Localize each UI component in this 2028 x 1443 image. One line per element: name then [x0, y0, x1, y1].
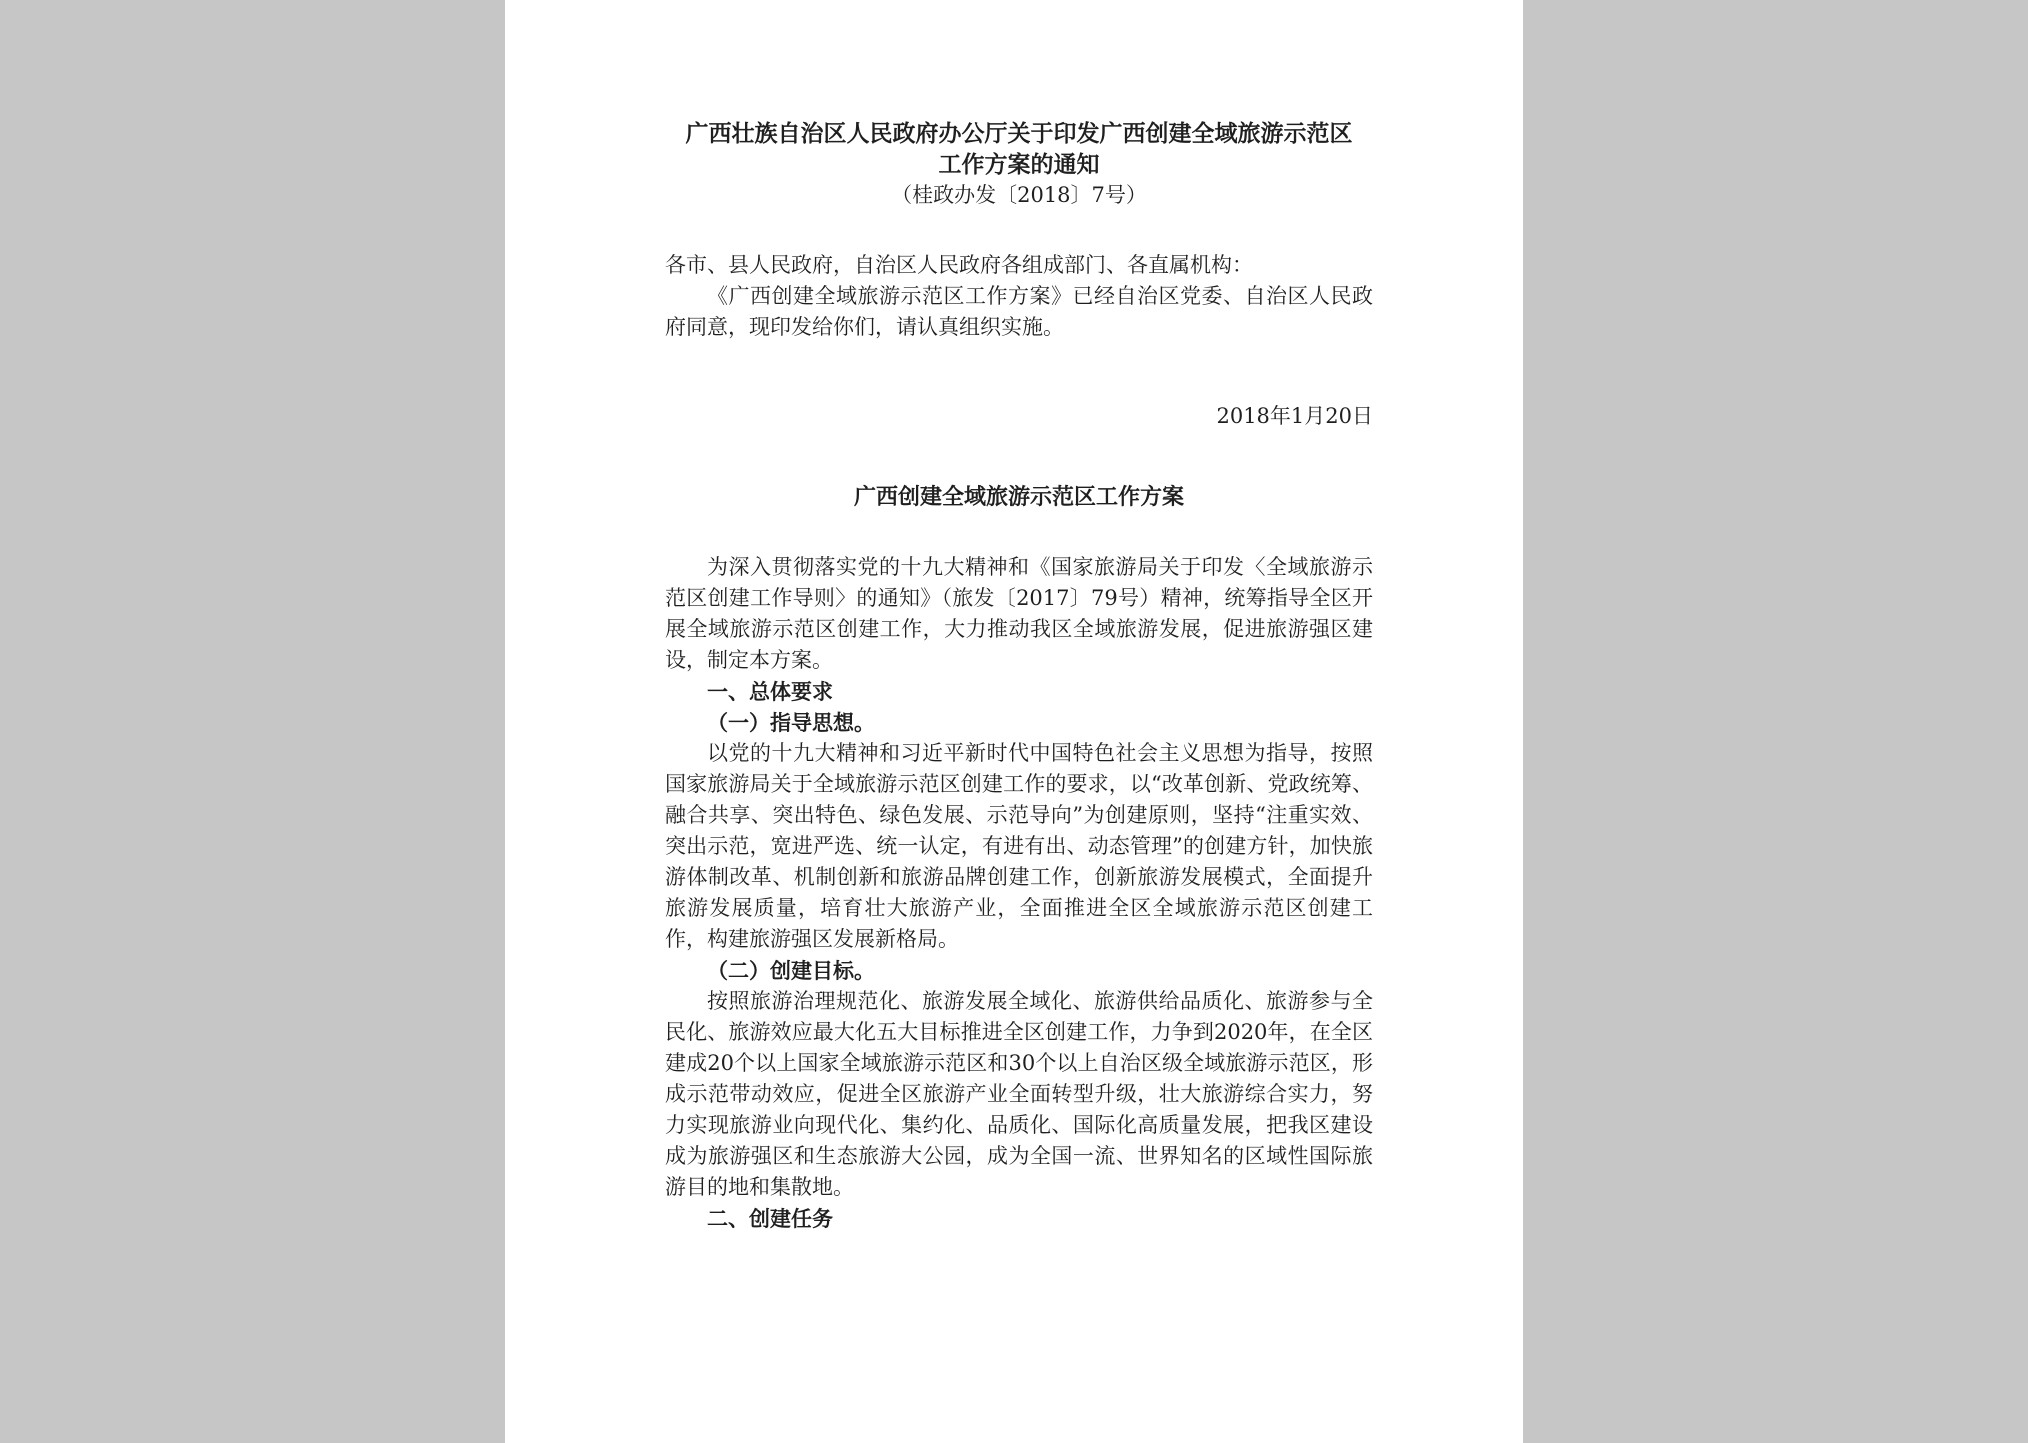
section1-heading: 一、总体要求: [707, 679, 833, 704]
sub2-body: 按照旅游治理规范化、旅游发展全域化、旅游供给品质化、旅游参与全民化、旅游效应最大化五大目标推进全区创建工作，力争到2020年，在全区建成20个以上国家全域旅游示范区和30个以上自治区级全域旅游示范区，形成示范带动效应，促进全区旅游产业全面转型升级，壮大旅游综合实力，努力实现旅游业向现代化、集约化、品质化、国际化高质量发展，把我区建设成为旅游强区和生态旅游大公园，成为全国一流、世界知名的区域性国际旅游目的地和集散地。: [665, 989, 1373, 1199]
document-content: [665, 118, 1373, 1234]
sub2-heading: （二）创建目标。: [707, 958, 875, 983]
notice-title-line2: 工作方案的通知: [938, 151, 1100, 178]
notice-body: 《广西创建全域旅游示范区工作方案》已经自治区党委、自治区人民政府同意，现印发给你们，请认真组织实施。: [665, 284, 1373, 339]
plan-body: [665, 552, 1373, 1234]
notice-recipients: 各市、县人民政府，自治区人民政府各组成部门、各直属机构：: [665, 253, 1253, 277]
section2-heading: 二、创建任务: [707, 1206, 833, 1231]
notice-title-line1: 广西壮族自治区人民政府办公厅关于印发广西创建全域旅游示范区: [685, 120, 1353, 147]
notice-date: 2018年1月20日: [1216, 404, 1373, 428]
document-page: [505, 0, 1523, 1443]
plan-intro: 为深入贯彻落实党的十九大精神和《国家旅游局关于印发〈全域旅游示范区创建工作导则〉的通知》（旅发〔2017〕79号）精神，统筹指导全区开展全域旅游示范区创建工作，大力推动我区全域旅游发展，促进旅游强区建设，制定本方案。: [665, 555, 1373, 672]
sub1-body: 以党的十九大精神和习近平新时代中国特色社会主义思想为指导，按照国家旅游局关于全域旅游示范区创建工作的要求，以“改革创新、党政统筹、融合共享、突出特色、绿色发展、示范导向”为创建原则，坚持“注重实效、突出示范，宽进严选、统一认定，有进有出、动态管理”的创建方针，加快旅游体制改革、机制创新和旅游品牌创建工作，创新旅游发展模式，全面提升旅游发展质量，培育壮大旅游产业，全面推进全区全域旅游示范区创建工作，构建旅游强区发展新格局。: [665, 741, 1373, 951]
plan-title: 广西创建全域旅游示范区工作方案: [853, 484, 1184, 510]
notice-doc-number: （桂政办发〔2018〕7号）: [891, 183, 1147, 207]
sub1-heading: （一）指导思想。: [707, 710, 875, 735]
